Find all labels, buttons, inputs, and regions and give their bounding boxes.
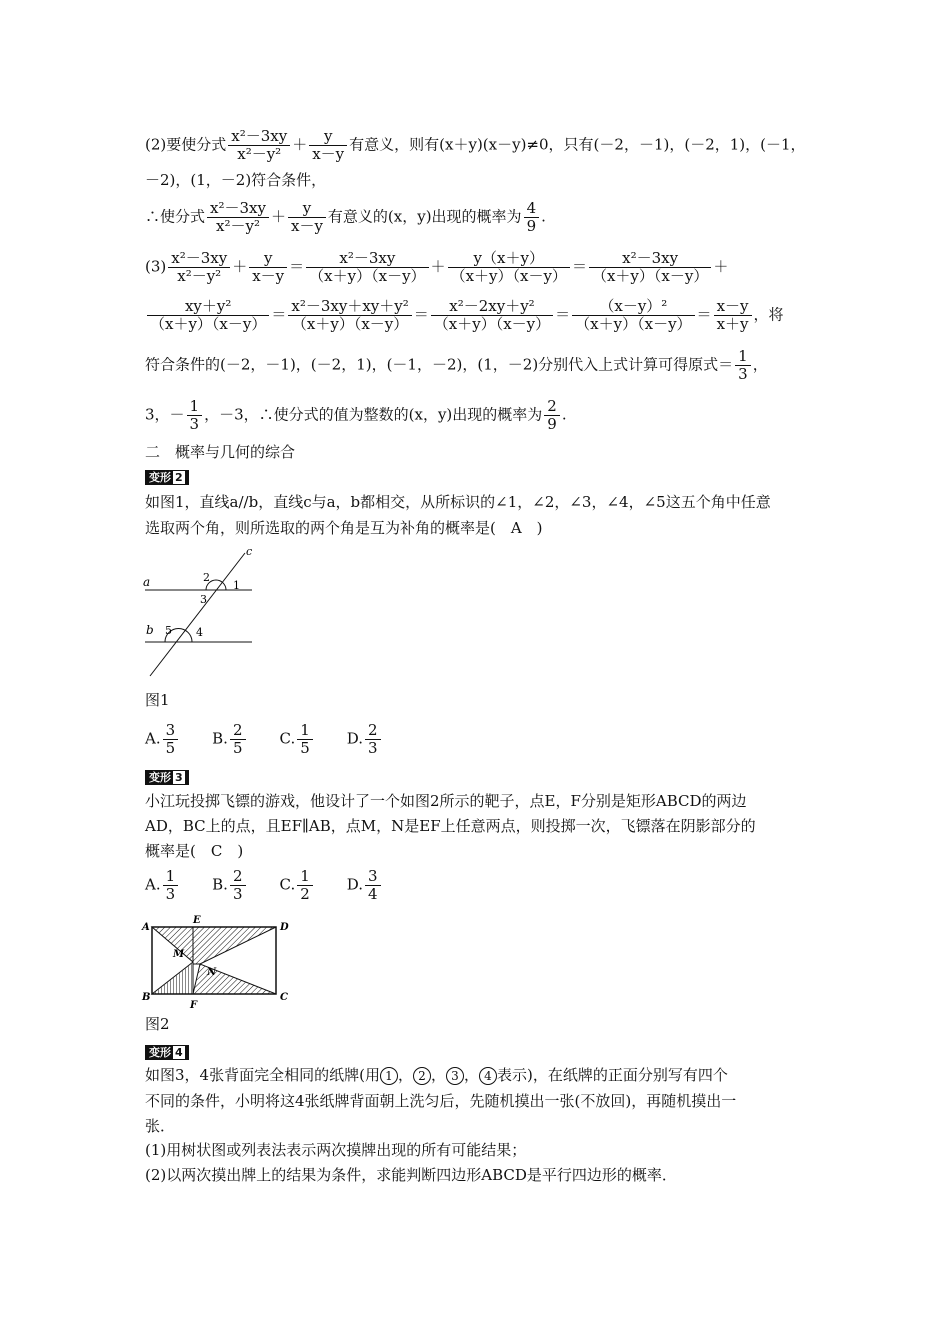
- svg-text:D: D: [280, 922, 289, 933]
- variant-badge: 变形 4: [145, 1045, 189, 1060]
- svg-text:b: b: [146, 623, 154, 637]
- figure-2-caption: 图2: [145, 1015, 170, 1033]
- svg-text:4: 4: [196, 626, 203, 639]
- part3-line2: $\frac{\text{xy＋y²}}{(x+y)(x-y)}$ ＝ $\frac{\text{x²－3xy＋xy＋y²}}{(x+y)(x-y)}$ ＝ $\frac{\text{x²－2xy＋y²}}{(x+y)(x-y)}$ ＝ $\frac{\text{（x－y）²}}{(x+y)(x-y)}$ ＝ $\frac{x-y}{x+y}$ ，将: [145, 298, 784, 333]
- part2-line3: ∴使分式 $\frac{\text{x²－3xy}}{\text{x²－y²}}$ ＋ $\frac{y}{x-y}$ 有意义的(x，y)出现的概率为 $\frac{4}{9}$ .: [145, 199, 546, 235]
- v3-text2: AD，BC上的点，且EF∥AB，点M，N是EF上任意两点，则投掷一次，飞镖落在阴影部分的: [145, 817, 756, 835]
- svg-text:B: B: [142, 992, 151, 1003]
- part3-line3: 符合条件的(－2，－1)，(－2，1)，(－1，－2)，(1，－2)分别代入上式计算可得原式＝ $\frac{1}{3}$ ，: [145, 347, 768, 383]
- svg-text:a: a: [143, 575, 151, 589]
- option-a: A. $\frac{3}{5}$: [145, 722, 180, 757]
- svg-text:N: N: [207, 967, 217, 978]
- fraction-a: $\frac{\text{x²－3xy}}{\text{x²－y²}}$: [228, 128, 290, 163]
- v3-text1: 小江玩投掷飞镖的游戏，他设计了一个如图2所示的靶子，点E，F分别是矩形ABCD的两边: [145, 792, 747, 810]
- svg-text:1: 1: [233, 579, 240, 592]
- option-b: B. $\frac{2}{3}$: [212, 868, 247, 903]
- v3-text3: 概率是( C ): [145, 842, 244, 860]
- svg-text:2: 2: [203, 571, 210, 584]
- option-a: A. $\frac{1}{3}$: [145, 868, 180, 903]
- v4-text1: 如图3，4张背面完全相同的纸牌(用 1 ， 2 ， 3 ， 4 表示)，在纸牌的正面分别写有四个: [145, 1066, 728, 1084]
- option-b: B. $\frac{2}{5}$: [212, 722, 247, 757]
- section-title: 二 概率与几何的综合: [145, 443, 296, 461]
- v4-text3: 张．: [145, 1117, 176, 1135]
- svg-text:5: 5: [165, 624, 172, 637]
- svg-text:A: A: [142, 922, 150, 933]
- part3-line4: 3，－ $\frac{1}{3}$ ，－3，∴使分式的值为整数的(x，y)出现的概率为 $\frac{2}{9}$ .: [145, 397, 567, 433]
- svg-text:E: E: [193, 915, 201, 926]
- v2-text2: 选取两个角，则所选取的两个角是互为补角的概率是( A ): [145, 519, 543, 537]
- figure-1-parallel-lines: [140, 545, 260, 680]
- v4-question-2: (2)以两次摸出牌上的结果为条件，求能判断四边形ABCD是平行四边形的概率．: [145, 1166, 677, 1184]
- option-d: D. $\frac{3}{4}$: [347, 868, 383, 903]
- part2-line2: －2)，(1，－2)符合条件，: [145, 171, 327, 189]
- variant-badge: 变形 2: [145, 470, 189, 485]
- option-c: C. $\frac{1}{5}$: [280, 722, 315, 757]
- svg-text:F: F: [190, 1000, 198, 1011]
- v4-text2: 不同的条件，小明将这4张纸牌背面朝上洗匀后，先随机摸出一张(不放回)，再随机摸出一: [145, 1092, 737, 1110]
- figure-2-dart-board: [140, 912, 300, 1012]
- figure-1-caption: 图1: [145, 691, 170, 709]
- part3-line1: (3) $\frac{\text{x²－3xy}}{\text{x²－y²}}$ ＋ $\frac{y}{x-y}$ ＝ $\frac{\text{x²－3xy}}{(x+y)(x-y)}$ ＋ $\frac{y(x+y)}{(x+y)(x-y)}$ ＝ $\frac{\text{x²－3xy}}{(x+y)(x-y)}$ ＋: [145, 249, 729, 285]
- svg-text:c: c: [246, 545, 253, 558]
- part2-line1: (2)要使分式 $\frac{\text{x²－3xy}}{\text{x²－y²}}$ ＋ $\frac{y}{x-y}$ 有意义，则有(x＋y)(x－y)≠0，只有(－2，－1)，(－2，1)，(－1，: [145, 127, 806, 163]
- svg-text:3: 3: [200, 593, 207, 606]
- svg-text:M: M: [173, 949, 185, 960]
- variant-badge: 变形 3: [145, 770, 189, 785]
- fraction-b: $\frac{y}{x-y}$: [309, 128, 347, 163]
- v4-question-1: (1)用树状图或列表法表示两次摸牌出现的所有可能结果；: [145, 1141, 527, 1159]
- v2-options: [145, 722, 415, 757]
- option-c: C. $\frac{1}{2}$: [280, 868, 315, 903]
- option-d: D. $\frac{2}{3}$: [347, 722, 383, 757]
- v2-text1: 如图1，直线a//b，直线c与a，b都相交，从所标识的∠1，∠2，∠3，∠4，∠5这五个角中任意: [145, 493, 771, 511]
- prob-4-9: $\frac{4}{9}$: [524, 200, 540, 235]
- v3-options: [145, 868, 415, 903]
- svg-text:C: C: [280, 992, 288, 1003]
